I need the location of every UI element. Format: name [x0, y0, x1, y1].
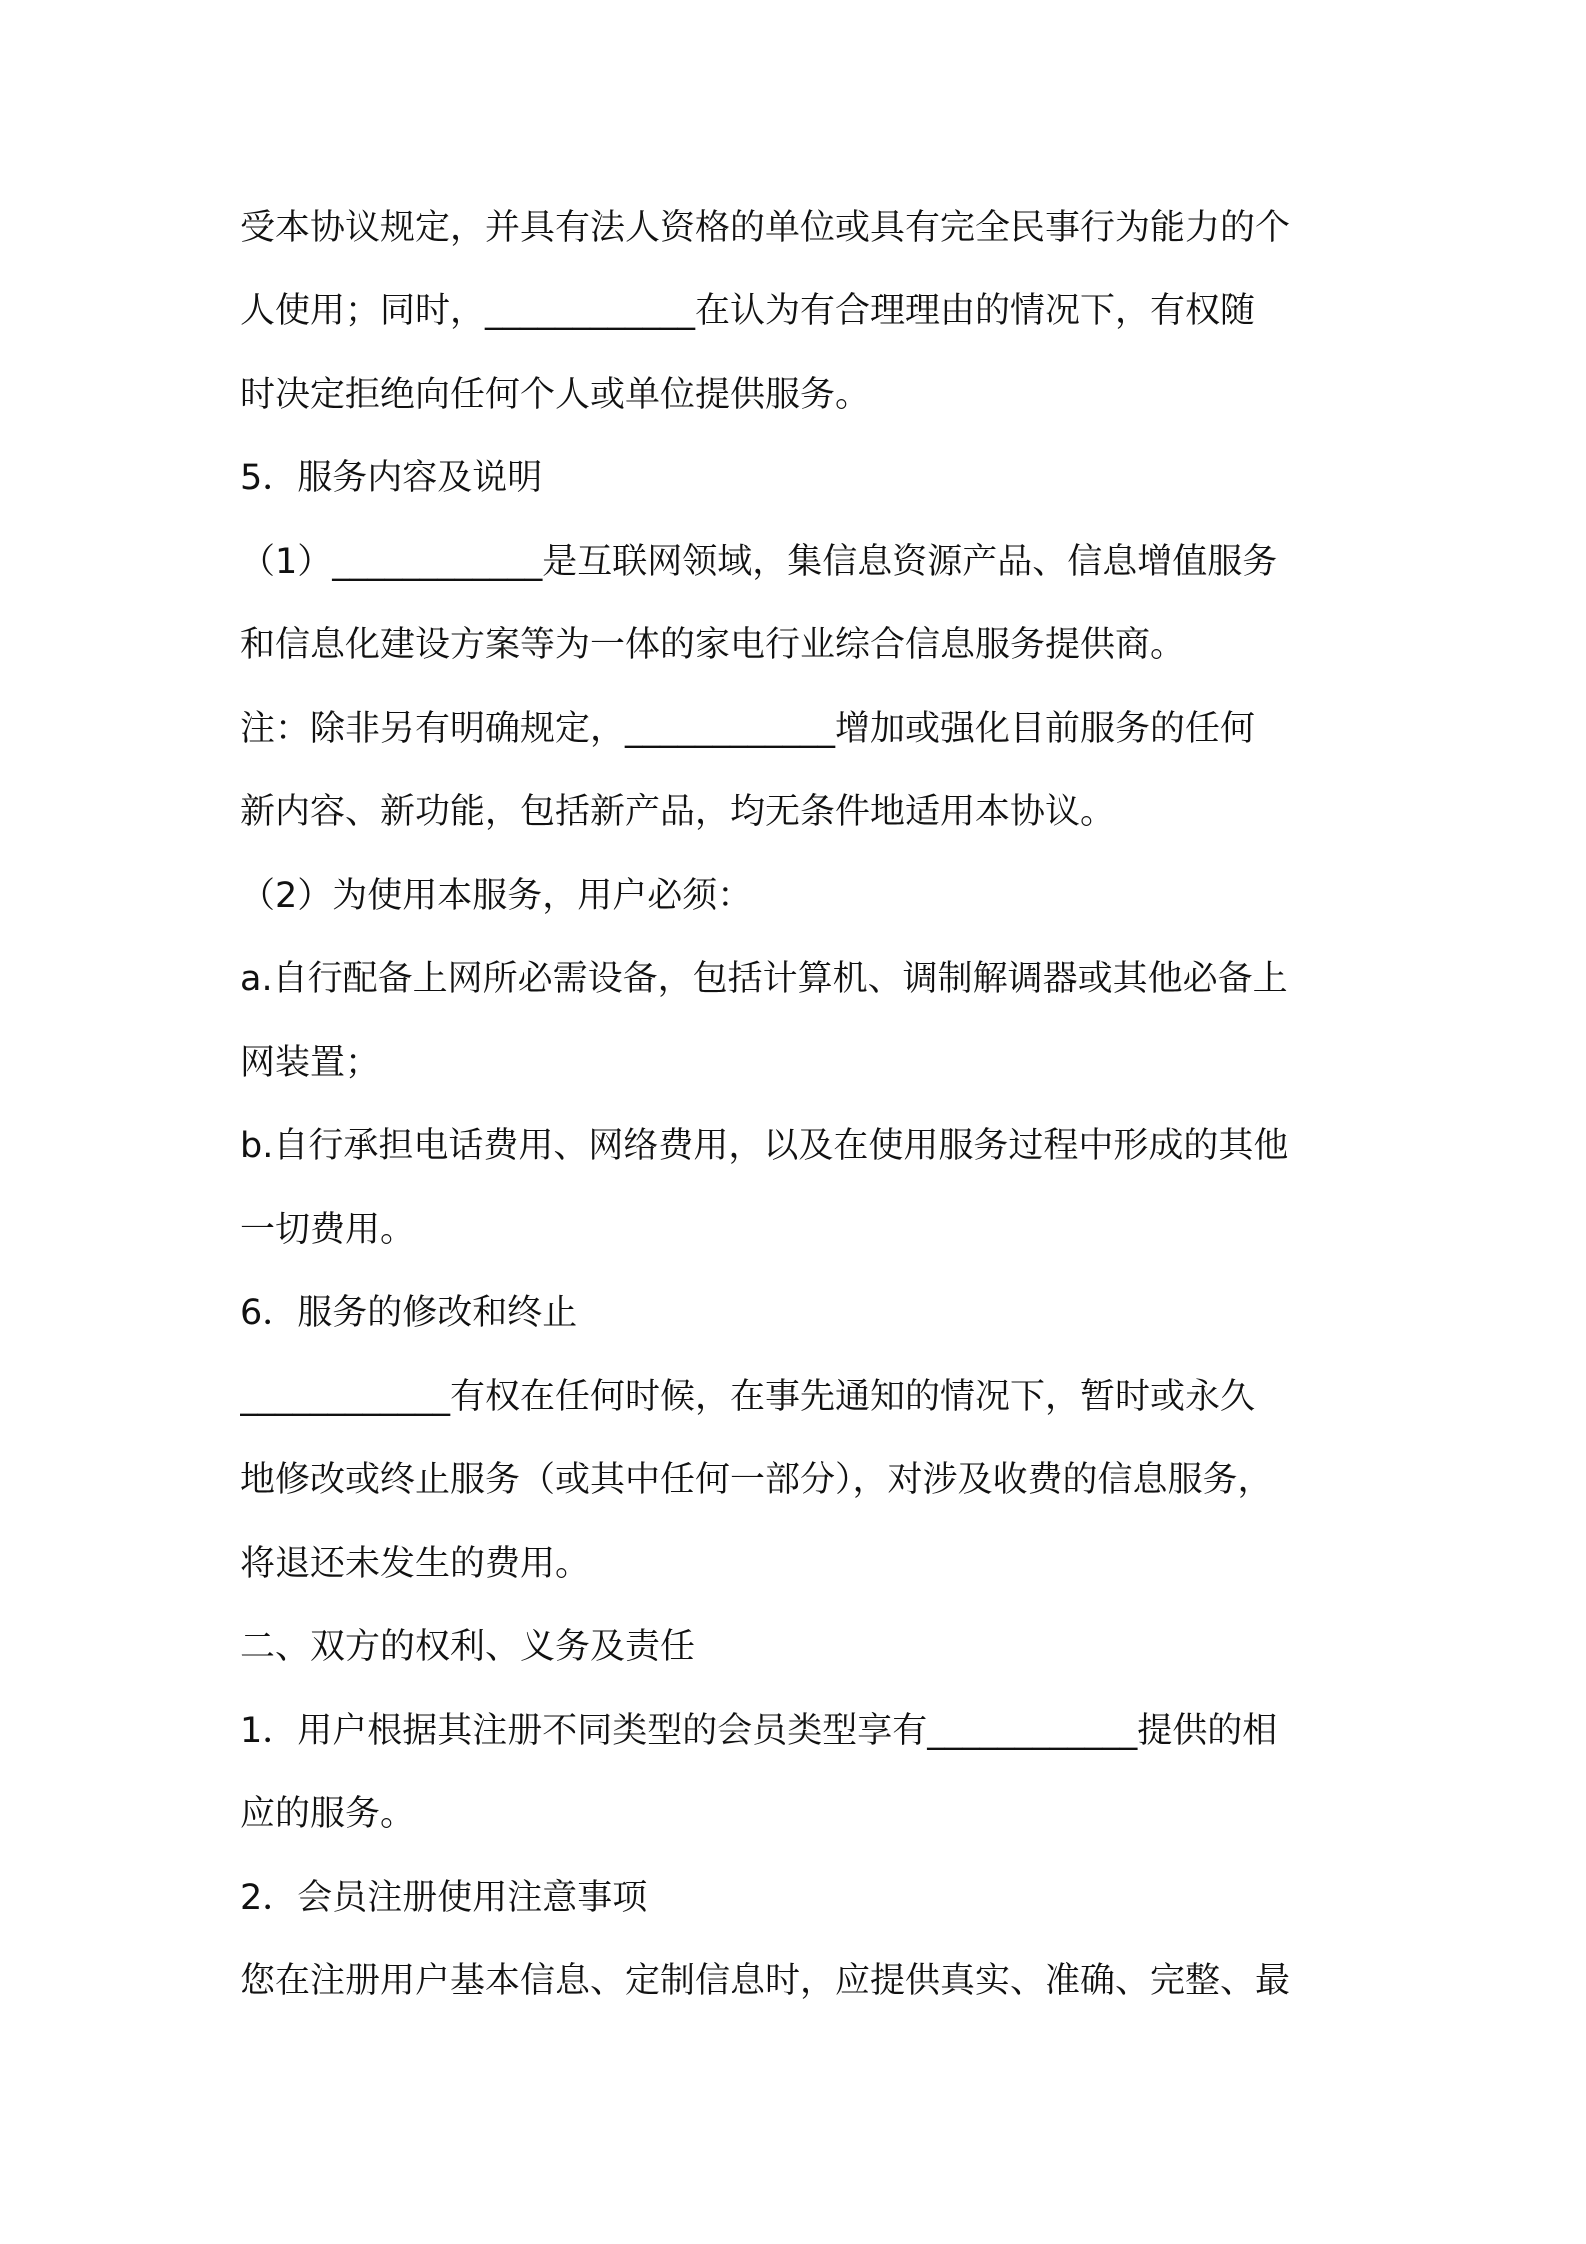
- text-line: 地修改或终止服务（或其中任何一部分），对涉及收费的信息服务，: [240, 1460, 1273, 1500]
- section-heading: 6．服务的修改和终止: [240, 1293, 578, 1333]
- text-line: （1）____________是互联网领域，集信息资源产品、信息增值服务: [240, 542, 1278, 582]
- text-line: 您在注册用户基本信息、定制信息时，应提供真实、准确、完整、最: [240, 1961, 1291, 2001]
- text-line: 人使用；同时，____________在认为有合理理由的情况下，有权随: [240, 291, 1256, 331]
- text-line: 新内容、新功能，包括新产品，均无条件地适用本协议。: [240, 792, 1116, 832]
- text-line: 受本协议规定，并具有法人资格的单位或具有完全民事行为能力的个: [240, 208, 1291, 248]
- text-line: 将退还未发生的费用。: [240, 1544, 591, 1584]
- text-line: 时决定拒绝向任何个人或单位提供服务。: [240, 375, 871, 415]
- section-heading: 二、双方的权利、义务及责任: [240, 1627, 696, 1667]
- text-line: 网装置；: [240, 1043, 381, 1083]
- text-line: 应的服务。: [240, 1794, 416, 1834]
- section-heading: 5．服务内容及说明: [240, 458, 543, 498]
- text-line: 和信息化建设方案等为一体的家电行业综合信息服务提供商。: [240, 625, 1186, 665]
- text-line: 1．用户根据其注册不同类型的会员类型享有____________提供的相: [240, 1711, 1278, 1751]
- text-line: 注：除非另有明确规定，____________增加或强化目前服务的任何: [240, 709, 1256, 749]
- section-heading: 2．会员注册使用注意事项: [240, 1878, 648, 1918]
- text-line: b.自行承担电话费用、网络费用，以及在使用服务过程中形成的其他: [240, 1126, 1289, 1166]
- text-line: ____________有权在任何时候，在事先通知的情况下，暂时或永久: [240, 1377, 1256, 1417]
- text-line: a.自行配备上网所必需设备，包括计算机、调制解调器或其他必备上: [240, 959, 1288, 999]
- text-line: 一切费用。: [240, 1210, 416, 1250]
- text-line: （2）为使用本服务，用户必须：: [240, 876, 753, 916]
